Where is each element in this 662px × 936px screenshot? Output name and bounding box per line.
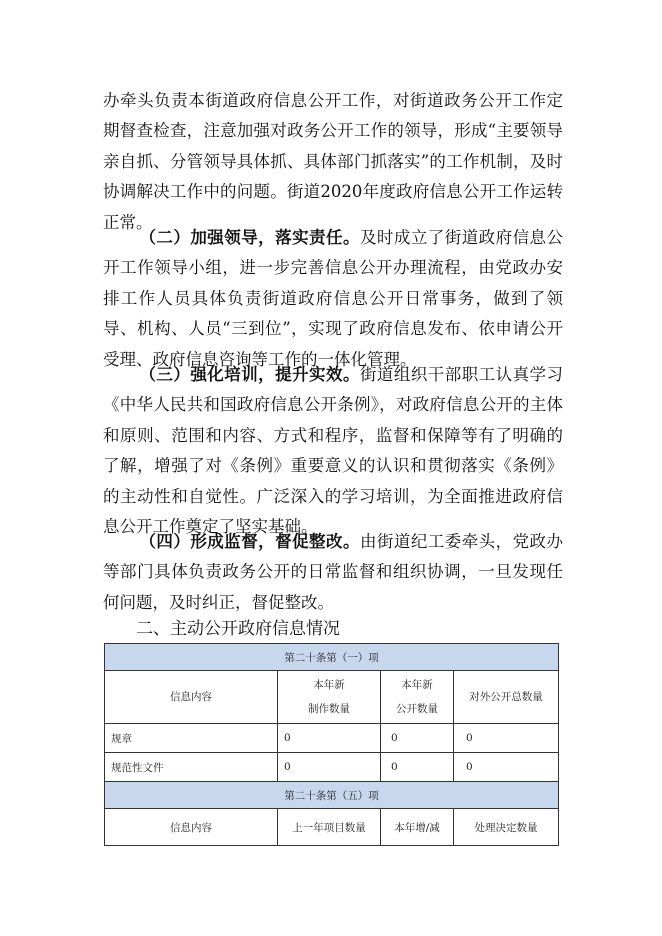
table-band-row xyxy=(105,782,559,809)
paragraph-text: 办牵头负责本街道政府信息公开工作，对街道政务公开工作定期督查检查，注意加强对政务公开工作的领导，形成“主要领导亲自抓、分管领导具体抓、具体部门抓落实”的工作机制，及时协调解决工作中的问题。街道2020年度政府信息公开工作运转正常。 xyxy=(103,91,563,232)
table-header-row xyxy=(105,809,559,846)
table-band-row xyxy=(105,644,559,671)
paragraph-supervision xyxy=(103,527,563,618)
section-heading: 二、主动公开政府信息情况 xyxy=(136,619,340,639)
paragraph-heading: （二）加强领导，落实责任。 xyxy=(139,228,360,247)
paragraph-text: 由街道纪工委牵头，党政办等部门具体负责政务公开的日常监督和组织协调，一旦发现任何问题，及时纠正，督促整改。 xyxy=(103,532,564,612)
header-line: 本年新 xyxy=(401,679,433,691)
header-info-content: 信息内容 xyxy=(105,809,278,846)
header-new-published xyxy=(381,671,454,724)
header-prev-year-count: 上一年项目数量 xyxy=(278,809,381,846)
row-label: 规章 xyxy=(105,724,278,753)
paragraph-heading: （三）强化培训，提升实效。 xyxy=(139,365,360,384)
header-line: 制作数量 xyxy=(308,703,350,715)
paragraph-text: 及时成立了街道政府信息公开工作领导小组，进一步完善信息公开办理流程，由党政办安排工作人员具体负责街道政府信息公开日常事务，做到了领导、机构、人员“三到位”，实现了政府信息发布、依申请公开受理、政府信息咨询等工作的一体化管理。 xyxy=(103,228,564,369)
header-change: 本年增/减 xyxy=(381,809,454,846)
header-line: 本年新 xyxy=(313,679,345,691)
cell-value: 0 xyxy=(454,724,559,753)
disclosure-table xyxy=(104,643,559,846)
cell-value: 0 xyxy=(381,724,454,753)
header-new-made xyxy=(278,671,381,724)
table-band-article-20-1: 第二十条第（一）项 xyxy=(105,644,559,671)
paragraph-text: 街道组织干部职工认真学习《中华人民共和国政府信息公开条例》，对政府信息公开的主体和原则、范围和内容、方式和程序，监督和保障等有了明确的了解，增强了对《条例》重要意义的认识和贯彻落实《条例》的主动性和自觉性。广泛深入的学习培训，为全面推进政府信息公开工作奠定了坚实基础。 xyxy=(103,365,564,537)
cell-value: 0 xyxy=(454,753,559,782)
cell-value: 0 xyxy=(278,724,381,753)
header-decision-count: 处理决定数量 xyxy=(454,809,559,846)
paragraph-leadership-work xyxy=(103,86,563,238)
header-info-content: 信息内容 xyxy=(105,671,278,724)
cell-value: 0 xyxy=(381,753,454,782)
paragraph-strengthen-leadership xyxy=(103,223,563,375)
paragraph-heading: （四）形成监督，督促整改。 xyxy=(139,532,360,551)
cell-value: 0 xyxy=(278,753,381,782)
paragraph-training xyxy=(103,360,563,542)
table-row xyxy=(105,753,559,782)
table-header-row xyxy=(105,671,559,724)
header-line: 公开数量 xyxy=(396,703,438,715)
row-label: 规范性文件 xyxy=(105,753,278,782)
table-band-article-20-5: 第二十条第（五）项 xyxy=(105,782,559,809)
header-total-published: 对外公开总数量 xyxy=(454,671,559,724)
table-row xyxy=(105,724,559,753)
